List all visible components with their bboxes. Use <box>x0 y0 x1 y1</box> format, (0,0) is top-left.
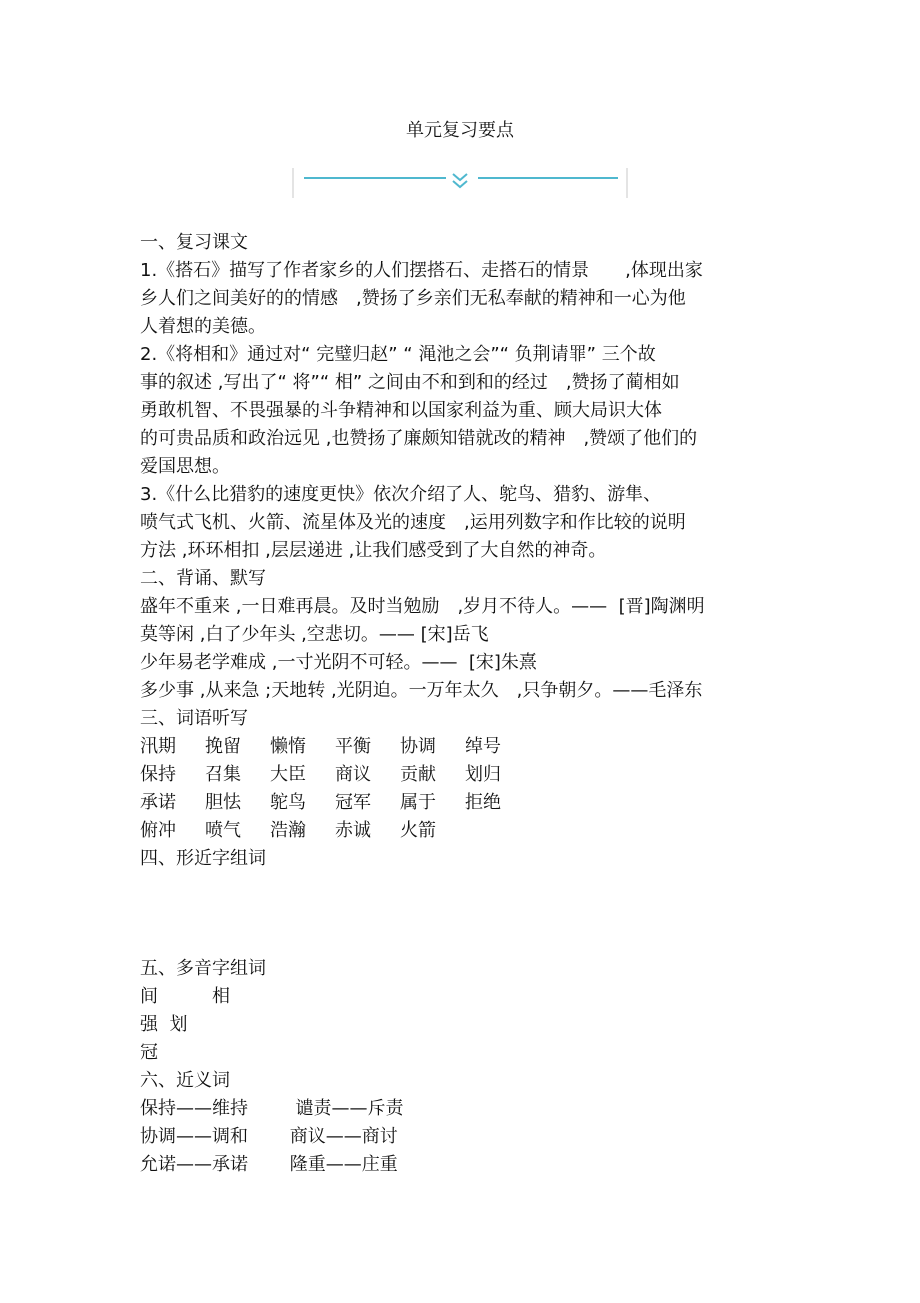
text-line: 事的叙述 ,写出了“ 将”“ 相” 之间由不和到和的经过 ,赞扬了蔺相如 <box>140 372 680 393</box>
text-line: 2.《将相和》通过对“ 完璧归赵” “ 渑池之会”“ 负荆请罪” 三个故 <box>140 344 656 365</box>
text-line: 喷气式飞机、火箭、流星体及光的速度 ,运用列数字和作比较的说明 <box>140 512 686 533</box>
polyphone-line: 强 划 <box>140 1014 188 1035</box>
text-line: 人着想的美德。 <box>140 316 266 337</box>
word-row <box>140 761 530 789</box>
word: 大臣 <box>270 764 306 785</box>
synonym-line: 保持——维持 谴责——斥责 <box>140 1098 404 1119</box>
word: 保持 <box>140 764 176 785</box>
word: 绰号 <box>465 736 501 757</box>
text-line: 乡人们之间美好的的情感 ,赞扬了乡亲们无私奉献的精神和一心为他 <box>140 288 686 309</box>
title-divider <box>292 166 628 200</box>
synonym-line: 协调——调和 商议——商讨 <box>140 1126 398 1147</box>
word: 汛期 <box>140 736 176 757</box>
word: 商议 <box>335 764 371 785</box>
word-row <box>140 733 530 761</box>
word: 贡献 <box>400 764 436 785</box>
section-heading-dictation: 三、词语听写 <box>140 708 248 729</box>
word: 胆怯 <box>205 792 241 813</box>
word: 属于 <box>400 792 436 813</box>
poem-line: 多少事 ,从来急 ;天地转 ,光阴迫。一万年太久 ,只争朝夕。——毛泽东 <box>140 680 703 701</box>
word: 拒绝 <box>465 792 501 813</box>
section-heading-similar-chars: 四、形近字组词 <box>140 848 266 869</box>
word: 浩瀚 <box>270 820 306 841</box>
word: 赤诚 <box>335 820 371 841</box>
word: 鸵鸟 <box>270 792 306 813</box>
word: 懒惰 <box>270 736 306 757</box>
word-row <box>140 789 530 817</box>
polyphone-line: 间 相 <box>140 986 230 1007</box>
section-heading-recite: 二、背诵、默写 <box>140 568 266 589</box>
text-line: 勇敢机智、不畏强暴的斗争精神和以国家利益为重、顾大局识大体 <box>140 400 662 421</box>
text-line: 爱国思想。 <box>140 456 230 477</box>
page-title: 单元复习要点 <box>406 120 514 141</box>
text-line: 的可贵品质和政治远见 ,也赞扬了廉颇知错就改的精神 ,赞颂了他们的 <box>140 428 698 449</box>
poem-line: 莫等闲 ,白了少年头 ,空悲切。—— [宋]岳飞 <box>140 624 489 645</box>
polyphone-line: 冠 <box>140 1042 158 1063</box>
word: 喷气 <box>205 820 241 841</box>
text-line: 方法 ,环环相扣 ,层层递进 ,让我们感受到了大自然的神奇。 <box>140 540 607 561</box>
word: 挽留 <box>205 736 241 757</box>
word: 召集 <box>205 764 241 785</box>
section-heading-review: 一、复习课文 <box>140 232 248 253</box>
word: 协调 <box>400 736 436 757</box>
word: 俯冲 <box>140 820 176 841</box>
poem-line: 少年易老学难成 ,一寸光阴不可轻。—— [宋]朱熹 <box>140 652 537 673</box>
word: 火箭 <box>400 820 436 841</box>
poem-line: 盛年不重来 ,一日难再晨。及时当勉励 ,岁月不待人。—— [晋]陶渊明 <box>140 596 705 617</box>
section-heading-synonyms: 六、近义词 <box>140 1070 230 1091</box>
word-row <box>140 817 465 845</box>
text-line: 1.《搭石》描写了作者家乡的人们摆搭石、走搭石的情景 ,体现出家 <box>140 260 703 281</box>
word: 承诺 <box>140 792 176 813</box>
word: 平衡 <box>335 736 371 757</box>
synonym-line: 允诺——承诺 隆重——庄重 <box>140 1154 398 1175</box>
word: 划归 <box>465 764 501 785</box>
word: 冠军 <box>335 792 371 813</box>
text-line: 3.《什么比猎豹的速度更快》依次介绍了人、鸵鸟、猎豹、游隼、 <box>140 484 662 505</box>
section-heading-polyphones: 五、多音字组词 <box>140 958 266 979</box>
